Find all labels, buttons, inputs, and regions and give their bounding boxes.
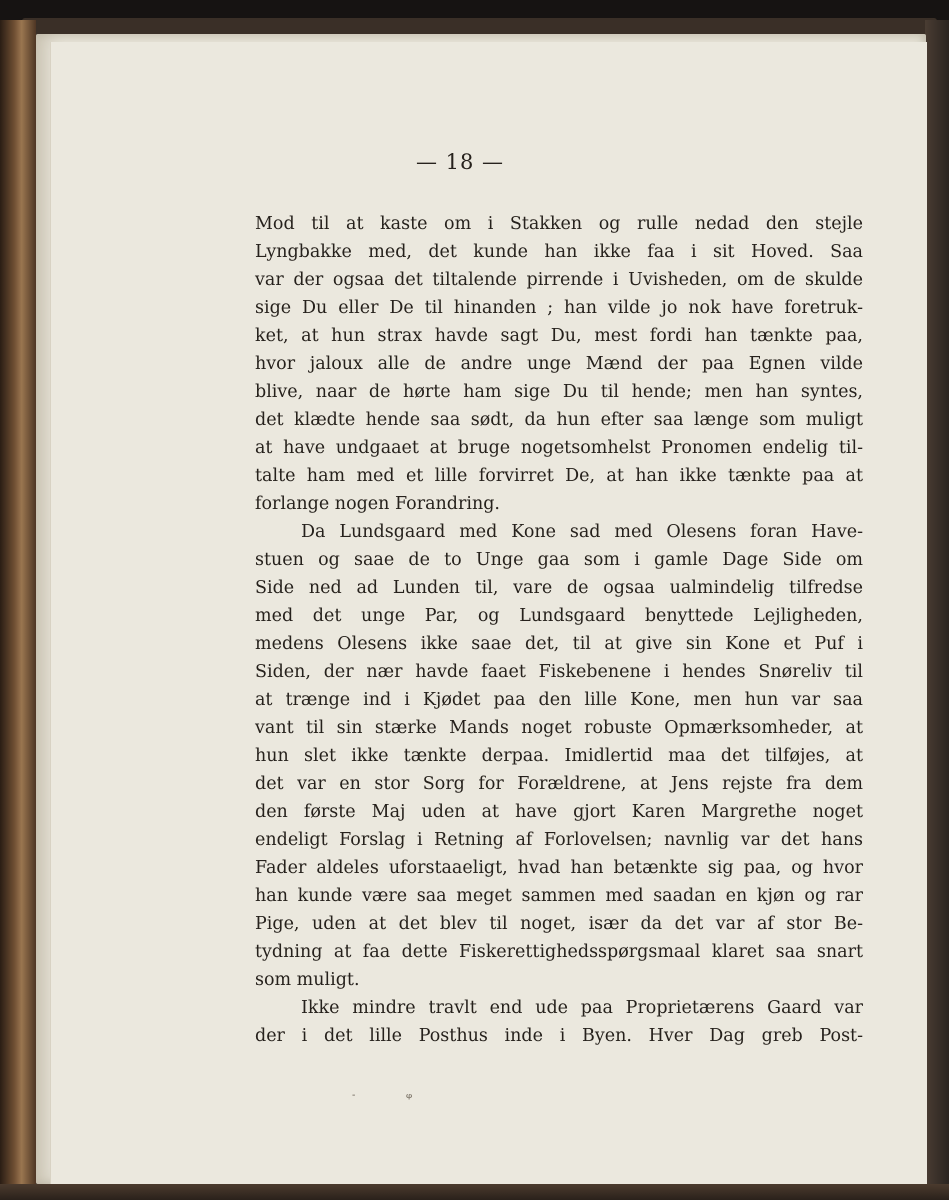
text-line: talte ham med et lille forvirret De, at han ikke tænkte paa at xyxy=(255,466,863,486)
text-line: forlange nogen Forandring. xyxy=(255,494,500,514)
text-line: han kunde være saa meget sammen med saadan en kjøn og rar xyxy=(255,886,863,906)
text-line: var der ogsaa det tiltalende pirrende i Uvisheden, om de skulde xyxy=(255,270,863,290)
ink-speck: - xyxy=(352,1090,356,1101)
text-line: stuen og saae de to Unge gaa som i gamle Dage Side om xyxy=(255,550,863,570)
right-edge xyxy=(925,20,949,1200)
text-line: tydning at faa dette Fiskerettighedsspørgsmaal klaret saa snart xyxy=(255,942,863,962)
text-line: det klædte hende saa sødt, da hun efter saa længe som muligt xyxy=(255,410,863,430)
text-line: Pige, uden at det blev til noget, især da det var af stor Be- xyxy=(255,914,863,934)
text-line: sige Du eller De til hinanden ; han vilde jo nok have foretruk- xyxy=(255,298,863,318)
text-line: medens Olesens ikke saae det, til at give sin Kone et Puf i xyxy=(255,634,863,654)
text-line: hvor jaloux alle de andre unge Mænd der paa Egnen vilde xyxy=(255,354,863,374)
book-binding xyxy=(0,20,36,1200)
text-line: Lyngbakke med, det kunde han ikke faa i sit Hoved. Saa xyxy=(255,242,863,262)
text-line: at have undgaaet at bruge nogetsomhelst Pronomen endelig til- xyxy=(255,438,863,458)
text-line: ket, at hun strax havde sagt Du, mest fordi han tænkte paa, xyxy=(255,326,863,346)
text-line: Da Lundsgaard med Kone sad med Olesens foran Have- xyxy=(301,522,863,542)
bottom-edge xyxy=(0,1184,949,1200)
text-line: vant til sin stærke Mands noget robuste Opmærksomheder, at xyxy=(255,718,863,738)
text-line: som muligt. xyxy=(255,970,360,990)
text-line: med det unge Par, og Lundsgaard benyttede Lejligheden, xyxy=(255,606,863,626)
text-line: Fader aldeles uforstaaeligt, hvad han betænkte sig paa, og hvor xyxy=(255,858,863,878)
text-line: at trænge ind i Kjødet paa den lille Kone, men hun var saa xyxy=(255,690,863,710)
text-line: der i det lille Posthus inde i Byen. Hver Dag greb Post- xyxy=(255,1026,863,1046)
top-edge xyxy=(0,0,949,20)
text-line: det var en stor Sorg for Forældrene, at Jens rejste fra dem xyxy=(255,774,863,794)
text-line: Siden, der nær havde faaet Fiskebenene i hendes Snøreliv til xyxy=(255,662,863,682)
text-line: blive, naar de hørte ham sige Du til hende; men han syntes, xyxy=(255,382,863,402)
text-line: Mod til at kaste om i Stakken og rulle nedad den stejle xyxy=(255,214,863,234)
text-line: Side ned ad Lunden til, vare de ogsaa ualmindelig tilfredse xyxy=(255,578,863,598)
text-line: Ikke mindre travlt end ude paa Proprietærens Gaard var xyxy=(301,998,863,1018)
ink-speck: ᵩ xyxy=(406,1086,413,1102)
text-line: endeligt Forslag i Retning af Forlovelsen; navnlig var det hans xyxy=(255,830,863,850)
page-number: — 18 — xyxy=(415,150,505,174)
text-line: hun slet ikke tænkte derpaa. Imidlertid maa det tilføjes, at xyxy=(255,746,863,766)
text-line: den første Maj uden at have gjort Karen Margrethe noget xyxy=(255,802,863,822)
